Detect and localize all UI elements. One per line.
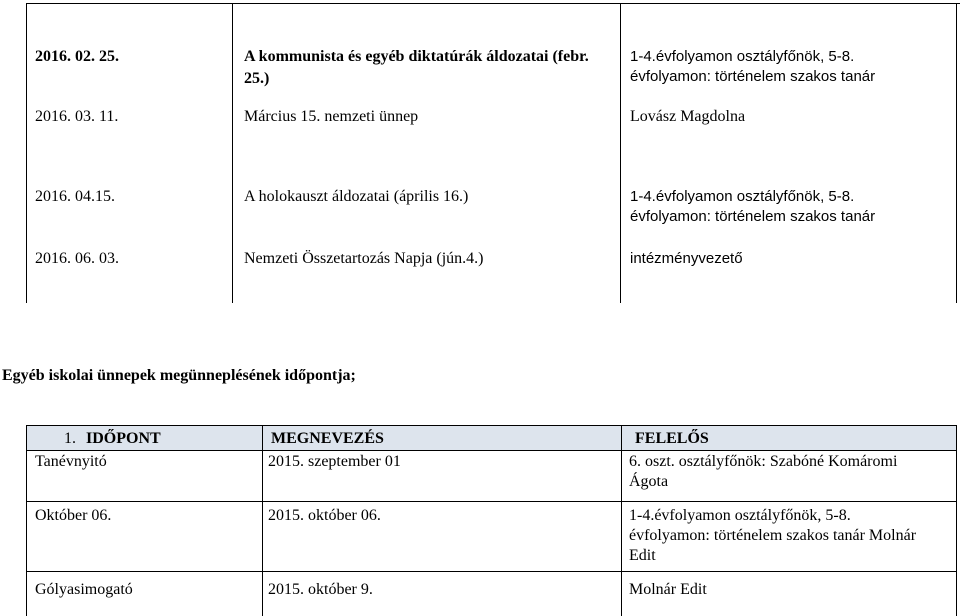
table2-row2-col2: 2015. október 06. [268, 507, 381, 524]
table2-row1-col2: 2015. szeptember 01 [268, 453, 401, 470]
table1-row4-date: 2016. 06. 03. [35, 250, 119, 267]
table2-row3-col1: Gólyasimogató [35, 581, 133, 598]
table1-row1-resp-line1: 1-4.évfolyamon osztályfőnök, 5-8. [630, 48, 855, 65]
table2-row2-col3-line2: évfolyamon: történelem szakos tanár Molnár [629, 527, 917, 544]
table2-divider-1 [262, 425, 263, 616]
table1-row3-date: 2016. 04.15. [35, 188, 115, 205]
table1-row1-date: 2016. 02. 25. [35, 48, 119, 65]
table1-divider-1 [232, 3, 233, 303]
table2-row1-col3-line1: 6. oszt. osztályfőnök: Szabóné Komáromi [629, 453, 898, 470]
table1-row4-event: Nemzeti Összetartozás Napja (jún.4.) [244, 250, 484, 267]
table2-header-bg [26, 426, 956, 450]
table2-border-right [956, 425, 957, 616]
table2-row1-col1: Tanévnyitó [35, 453, 107, 470]
table2-divider-2 [621, 425, 622, 616]
table2-border-left [26, 425, 27, 616]
table1-divider-2 [620, 3, 621, 303]
table1-row4-resp: intézményvezető [630, 250, 743, 267]
table1-row1-resp-line2: évfolyamon: történelem szakos tanár [630, 68, 876, 85]
table2-row3-col3: Molnár Edit [629, 581, 707, 598]
table2-row2-col3-line3: Edit [629, 547, 656, 564]
table1-row1-event: A kommunista és egyéb diktatúrák áldozatai (febr. 25.) [244, 48, 589, 87]
table2-row2-col1: Október 06. [35, 507, 112, 524]
table2-header-number: 1. [64, 430, 76, 447]
table2-row1-bottom [26, 501, 957, 502]
table1-row3-resp-line1: 1-4.évfolyamon osztályfőnök, 5-8. [630, 188, 855, 205]
table1-row2-date: 2016. 03. 11. [35, 108, 119, 125]
table2-header-col3: FELELŐS [635, 430, 709, 447]
table2-row1-col3-line2: Ágota [629, 473, 669, 490]
table1-row3-event: A holokauszt áldozatai (április 16.) [244, 188, 469, 205]
table1-border-left [26, 3, 27, 303]
table2-header-col1: IDŐPONT [86, 430, 161, 447]
table2-border-top [26, 425, 957, 426]
table1-border-top [26, 3, 960, 4]
table2-row3-col2: 2015. október 9. [268, 581, 373, 598]
table2-header-col2: MEGNEVEZÉS [271, 430, 384, 447]
table1-row2-event: Március 15. nemzeti ünnep [244, 108, 419, 125]
section-heading: Egyéb iskolai ünnepek megünneplésének időpontja; [2, 367, 356, 384]
table2-row2-col3-line1: 1-4.évfolyamon osztályfőnök, 5-8. [629, 507, 851, 524]
table1-row3-resp-line2: évfolyamon: történelem szakos tanár [630, 208, 876, 225]
table1-row2-resp: Lovász Magdolna [630, 108, 746, 125]
table2-row2-bottom [26, 571, 957, 572]
table1-border-right [956, 3, 957, 303]
